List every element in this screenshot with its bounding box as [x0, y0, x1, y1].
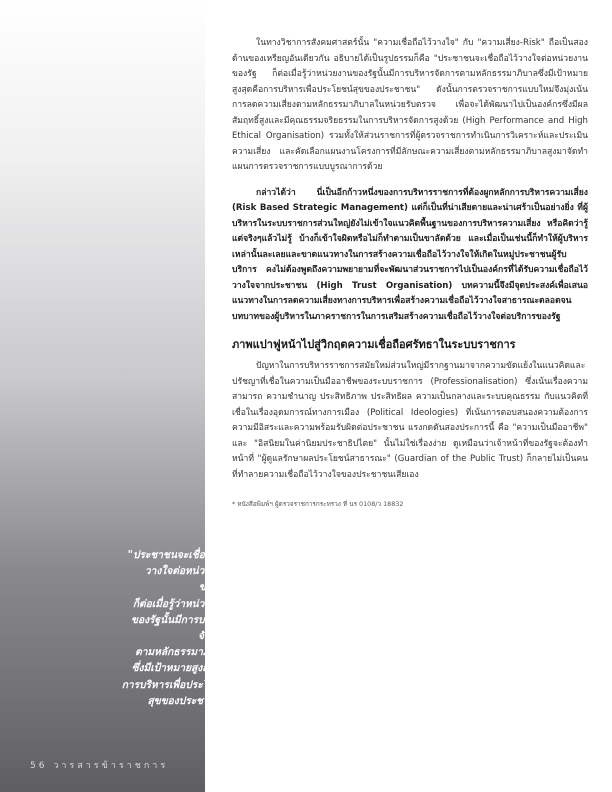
pull-quote-line: ก็ต่อเมื่อรู้ว่าหน่วยงาน	[132, 598, 228, 610]
pull-quote-line: จัดการ	[198, 631, 228, 643]
pull-quote-line: ซึ่งมีเป้าหมายสูงสุดคือ	[131, 663, 228, 675]
pull-quote-line: ของรัฐนั้นมีการบริหาร	[130, 614, 228, 626]
article-paragraph: ในทางวิชาการสังคมศาสตร์นั้น "ความเชื่อถือไว้วางใจ" กับ "ความเสี่ยง-Risk" ถือเป็นสองด้านของเหรียญอันเดียวกัน อธิบายได้เป็นรูปธรรมก็คือ "ประชาชนจะเชื่อถือไว้วางใจต่อหน่วยงานของรัฐ ก็ต่อเมื่อรู้ว่าหน่วยงานของรัฐนั้นมีการบริหารจัดการตามหลักธรรมาภิบาลซึ่งมีเป้าหมายสูงสุดคือการบริหารเพื่อประโยชน์สุขของประชาชน" ดังนั้นการตรวจราชการแบบใหม่จึงมุ่งเน้นการลดความเสี่ยงตามหลักธรรมาภิบาลในหน่วยรับตรวจ เพื่อจะได้พัฒนาไปเป็นองค์กรซึ่งมีผลสัมฤทธิ์สูงและมีคุณธรรมจริยธรรมในการบริหารจัดการสูงด้วย (High Performance and High Ethical Organisation) รวมทั้งให้ส่วนราชการที่ผู้ตรวจราชการทำเนินการวิเคราะห์และประเมินความเสี่ยง และคัดเลือกแผนงานโครงการที่มีลักษณะความเสี่ยงตามหลักธรรมาภิบาลสูงมาจัดทำแผนการตรวจราชการแบบบูรณาการด้วย	[232, 38, 588, 172]
pull-quote-line: วางใจต่อหน่วยงาน	[144, 566, 228, 578]
pull-quote-line: "ประชาชนจะเชื่อถือไว้	[127, 550, 228, 561]
page-footer: 56 วารสารข้าราชการ	[30, 761, 169, 771]
pull-quote-line: สุขของประชาชน"	[147, 695, 228, 707]
article-paragraph: ปัญหาในการบริหารราชการสมัยใหม่ส่วนใหญ่มีรากฐานมาจากความขัดแย้งในแนวคิดและปรัชญาที่เชื่อในความเป็นมืออาชีพของระบบราชการ (Professionalisation) ซึ่งเน้นเรื่องความสามารถ ความชำนาญ ประสิทธิภาพ ประสิทธิผล ความเป็นกลางและระบบคุณธรรม กับแนวคิดที่เชื่อในเรื่องอุดมการณ์ทางการเมือง (Political Ideologies) ที่เน้นการตอบสนองความต้องการ ความมีอิสระและความพร้อมรับผิดต่อประชาชน แรงกดดันสองประการนี้ คือ "ความเป็นมืออาชีพ" และ "อิสนิยมในค่านิยมประชาธิปไตย" นั้นไม่ใช่เรื่องง่าย ดูเหมือนว่าเจ้าหน้าที่ของรัฐจะต้องทำหน้าที่ "ผู้ดูแลรักษาผลประโยชน์สาธารณะ" (Guardian of the Public Trust) ก็กลายไม่เป็นคนที่ทำลายความเชื่อถือไว้วางใจของประชาชนเสียเอง	[232, 361, 588, 480]
pull-quote-line: ตามหลักธรรมาภิบาล	[135, 647, 228, 659]
article-paragraph: กล่าวได้ว่า นี่เป็นอีกก้าวหนึ่งของการบริหารราชการที่ต้องผูกหลักการบริหารความเสี่ยง (Risk Based Strategic Management) แต่ก็เป็นที่น่าเสียดายและน่าเศร้าเป็นอย่างยิ่ง ที่ผู้บริหารในระบบราชการส่วนใหญ่ยังไม่เข้าใจแนวคิดพื้นฐานของการบริหารความเสี่ยง หรือคิดว่ารู้แต่จริงๆแล้วไม่รู้ บ้างก็เข้าใจผิดหรือไม่ก็ทำตามเป็นขาลัดด้วย และเมื่อเป็นเช่นนี้ก็ทำให้ผู้บริหารเหล่านั้นละเลยและขาดแนวทางในการสร้างความเชื่อถือไว้วางใจให้เกิดในหมู่ประชาชนผู้รับบริการ คงไม่ต้องพูดถึงความพยายามที่จะพัฒนาส่วนราชการไปเป็นองค์กรที่ได้รับความเชื่อถือไว้วางใจจากประชาชน (High Trust Organisation) บทความนี้จึงมีจุดประสงค์เพื่อเสนอแนวทางในการลดความเสี่ยงทางการบริหารเพื่อสร้างความเชื่อถือไว้วางใจสาธารณะตลอดจนบทบาทของผู้บริหารในภาคราชการในการเสริมสร้างความเชื่อถือไว้วางใจต่อบริการของรัฐ	[232, 187, 588, 322]
pull-quote-line: การบริหารเพื่อประโยชน์	[121, 679, 228, 691]
footnote: * หนังสือพิมพ์ฯ ผู้ตรวจราชการกระทรวง ที่ นร 0108/ว 18832	[232, 500, 404, 508]
section-heading: ภาพแปาฟูหน้าไปสู่วิกฤตความเชื่อถือศรัทธาในระบบราชการ	[232, 338, 516, 351]
article-body	[232, 36, 588, 509]
pull-quote	[88, 548, 228, 710]
pull-quote-line: ของรัฐ	[198, 582, 228, 594]
